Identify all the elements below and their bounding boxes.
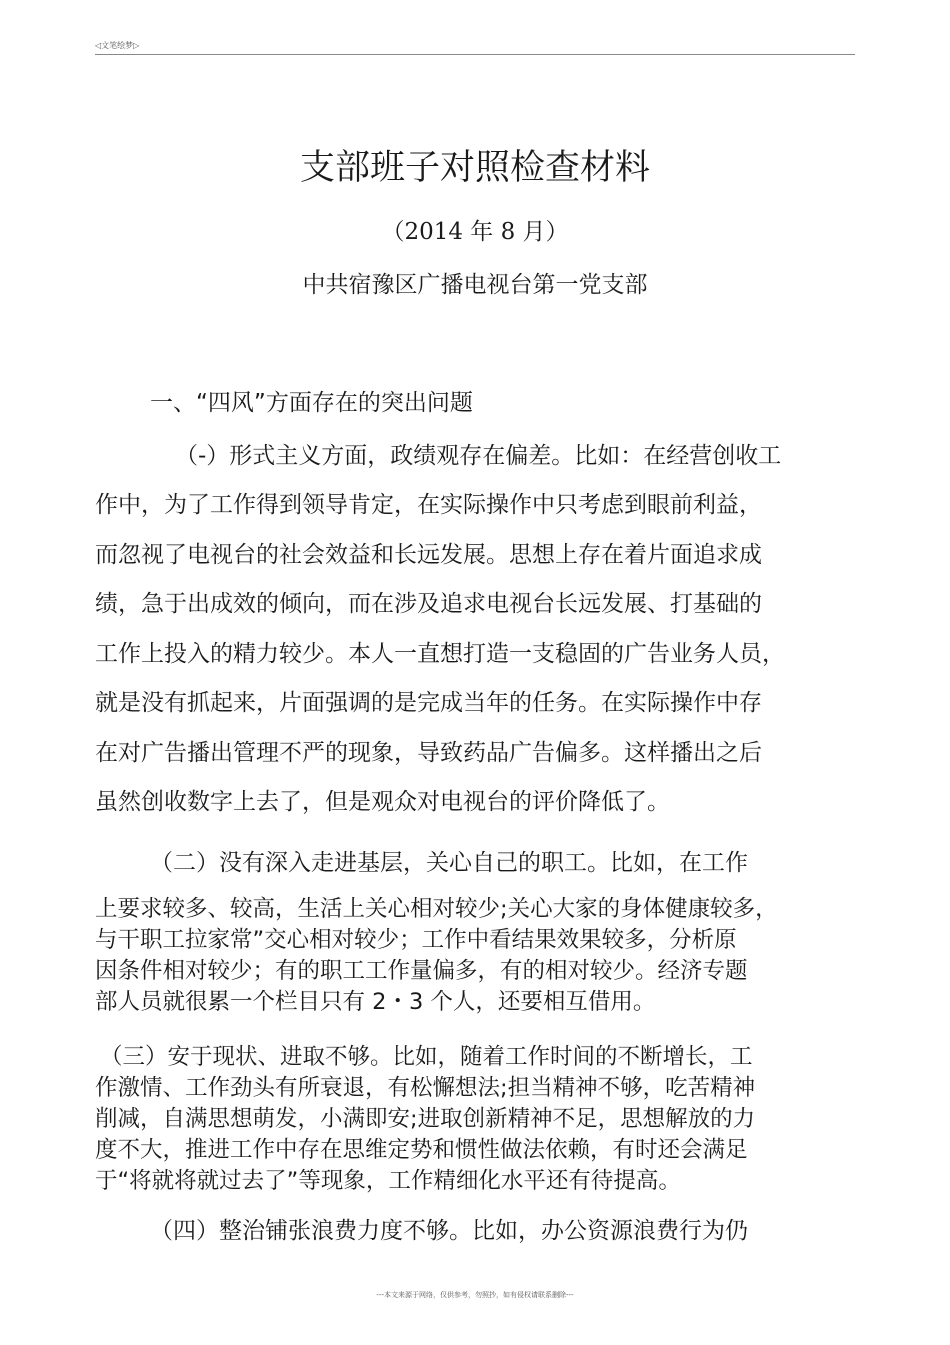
paragraph-line: 削减，自满思想萌发，小满即安;进取创新精神不足，思想解放的力 xyxy=(95,1106,756,1132)
paragraph-line: （三）安于现状、进取不够。比如，随着工作时间的不断增长，工 xyxy=(100,1044,753,1070)
paragraph-line: 因条件相对较少；有的职工工作量偏多，有的相对较少。经济专题 xyxy=(95,958,748,984)
paragraph-line: 度不大，推进工作中存在思维定势和惯性做法依赖，有时还会满足 xyxy=(95,1137,748,1163)
paragraph-line: 作中，为了工作得到领导肯定，在实际操作中只考虑到眼前利益， xyxy=(95,492,762,518)
document-title: 支部班子对照检查材料 xyxy=(299,148,650,188)
section-heading: 一、“四风”方面存在的突出问题 xyxy=(150,390,473,416)
paragraph-line: 部人员就很累一个栏目只有 2・3 个人，还要相互借用。 xyxy=(95,989,656,1015)
paragraph-line: （四）整治铺张浪费力度不够。比如，办公资源浪费行为仍 xyxy=(150,1218,748,1244)
paragraph-line: （二）没有深入走进基层，关心自己的职工。比如，在工作 xyxy=(150,850,748,876)
footer-disclaimer: ---本文来源于网络，仅供参考，勿照抄，如有侵权请联系删除--- xyxy=(376,1291,574,1299)
paragraph-line: 绩，急于出成效的倾向，而在涉及追求电视台长远发展、打基础的 xyxy=(95,591,762,617)
paragraph-line: 而忽视了电视台的社会效益和长远发展。思想上存在着片面追求成 xyxy=(95,542,762,568)
paragraph-line: 与干职工拉家常”交心相对较少；工作中看结果效果较多，分析原 xyxy=(95,927,737,953)
paragraph-line: 在对广告播出管理不严的现象，导致药品广告偏多。这样播出之后 xyxy=(95,740,762,766)
header-watermark: ◁文笔绘梦▷ xyxy=(95,41,140,50)
paragraph-line: 上要求较多、较高，生活上关心相对较少;关心大家的身体健康较多， xyxy=(95,896,778,922)
paragraph-line: 于“将就将就过去了”等现象，工作精细化水平还有待提高。 xyxy=(95,1168,681,1194)
paragraph-line: 就是没有抓起来，片面强调的是完成当年的任务。在实际操作中存 xyxy=(95,690,762,716)
paragraph-line: 虽然创收数字上去了，但是观众对电视台的评价降低了。 xyxy=(95,789,670,815)
header-divider xyxy=(95,54,855,55)
document-organization: 中共宿豫区广播电视台第一党支部 xyxy=(302,272,648,298)
paragraph-line: 工作上投入的精力较少。本人一直想打造一支稳固的广告业务人员， xyxy=(95,641,785,667)
paragraph-line: （-）形式主义方面，政绩观存在偏差。比如：在经营创收工 xyxy=(175,443,782,469)
paragraph-line: 作激情、工作劲头有所衰退，有松懈想法;担当精神不够，吃苦精神 xyxy=(95,1075,756,1101)
document-date: （2014 年 8 月） xyxy=(381,219,569,245)
